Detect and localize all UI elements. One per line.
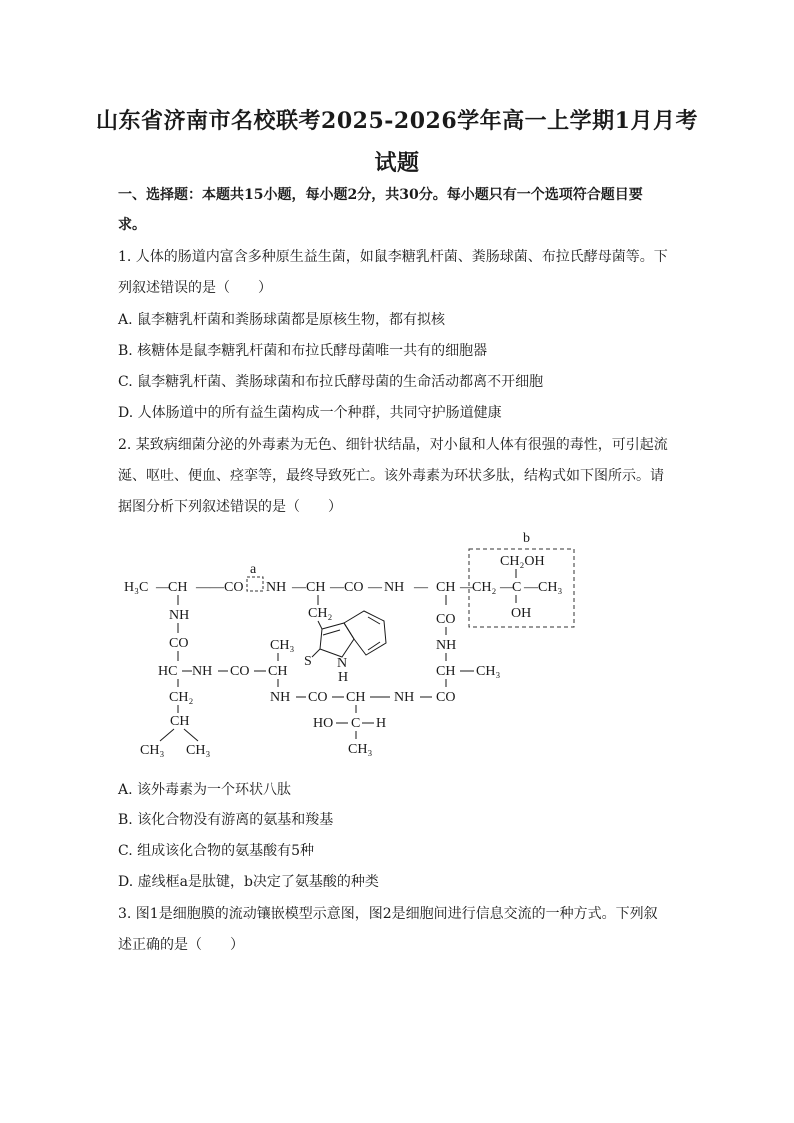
- ch2-left: CH₂: [169, 690, 194, 705]
- r2-ch: CH: [346, 690, 366, 705]
- r1-dash5: —: [368, 580, 382, 595]
- co-right: CO: [436, 612, 456, 627]
- q1-option-a: A. 鼠李糖乳杆菌和粪肠球菌都是原核生物，都有拟核: [118, 312, 446, 328]
- q2-option-d: D. 虚线框a是肽键，b决定了氨基酸的种类: [118, 874, 379, 890]
- b-oh: OH: [511, 606, 532, 621]
- q2-stem-line2: 涎、呕吐、便血、痉挛等，最终导致死亡。该外毒素为环状多肽，结构式如下图所示。请: [118, 468, 664, 484]
- ch-iso: CH: [170, 714, 190, 729]
- label-a: a: [250, 562, 257, 577]
- h-label: H: [338, 670, 349, 685]
- q2-option-a: A. 该外毒素为一个环状八肽: [118, 782, 292, 798]
- r1-dash1: —: [156, 580, 170, 595]
- hc-left: HC: [158, 664, 178, 679]
- dashed-box-a: [247, 577, 263, 591]
- nh-left: NH: [169, 608, 190, 623]
- document-title-line1: 山东省济南市名校联考2025-2026学年高一上学期1月月考: [96, 108, 698, 134]
- ho: HO: [313, 716, 334, 731]
- r1-dash9: —: [524, 580, 538, 595]
- n-label: N: [337, 656, 348, 671]
- q1-option-b: B. 核糖体是鼠李糖乳杆菌和布拉氏酵母菌唯一共有的细胞器: [118, 343, 488, 359]
- r1-nh1: NH: [266, 580, 287, 595]
- q1-option-c: C. 鼠李糖乳杆菌、粪肠球菌和布拉氏酵母菌的生命活动都离不开细胞: [118, 374, 544, 390]
- r1-c: C: [512, 580, 522, 595]
- document-title-line2: 试题: [374, 150, 420, 176]
- r1-ch2: CH: [306, 580, 326, 595]
- ch3-r: CH₃: [186, 743, 211, 758]
- q2-stem-line3: 据图分析下列叙述错误的是（ ）: [118, 499, 342, 515]
- nh-mid: NH: [192, 664, 213, 679]
- r1-co1: CO: [224, 580, 244, 595]
- r1-ch1: CH: [168, 580, 188, 595]
- r1-nh2: NH: [384, 580, 405, 595]
- q2-option-b: B. 该化合物没有游离的氨基和羧基: [118, 812, 334, 828]
- co-mid: CO: [230, 664, 250, 679]
- r1-ch3: CH: [436, 580, 456, 595]
- ch2-indole: CH₂: [308, 606, 333, 621]
- nh-right: NH: [436, 638, 457, 653]
- q2-stem-line1: 2. 某致病细菌分泌的外毒素为无色、细针状结晶，对小鼠和人体有很强的毒性，可引起流: [118, 437, 668, 453]
- ch-right: CH: [436, 664, 456, 679]
- ch3-right: CH₃: [476, 664, 501, 679]
- c-thr: C: [351, 716, 361, 731]
- h-thr: H: [376, 716, 387, 731]
- label-b: b: [523, 531, 530, 546]
- peptide-structure-diagram: [110, 525, 590, 765]
- r1-ch3b: CH₃: [538, 580, 563, 595]
- r1-dash6: —: [414, 580, 428, 595]
- q3-stem-line1: 3. 图1是细胞膜的流动镶嵌模型示意图，图2是细胞间进行信息交流的一种方式。下列叙: [118, 906, 658, 922]
- r1-h3c: H₃C: [124, 580, 149, 595]
- ch3-thr: CH₃: [348, 742, 373, 757]
- q1-option-d: D. 人体肠道中的所有益生菌构成一个种群，共同守护肠道健康: [118, 405, 502, 421]
- q2-option-c: C. 组成该化合物的氨基酸有5种: [118, 843, 315, 859]
- section-heading-line2: 求。: [118, 217, 146, 233]
- s-label: S: [304, 654, 312, 669]
- r1-co2: CO: [344, 580, 364, 595]
- ch3-l: CH₃: [140, 743, 165, 758]
- section-heading-line1: 一、选择题：本题共15小题，每小题2分，共30分。每小题只有一个选项符合题目要: [118, 187, 643, 203]
- r1-ch2b: CH₂: [472, 580, 497, 595]
- q1-stem-line2: 列叙述错误的是（ ）: [118, 280, 272, 296]
- r2-nh: NH: [270, 690, 291, 705]
- r2-co1: CO: [308, 690, 328, 705]
- r2-co2: CO: [436, 690, 456, 705]
- ch-mid: CH: [268, 664, 288, 679]
- co-left: CO: [169, 636, 189, 651]
- q1-stem-line1: 1. 人体的肠道内富含多种原生益生菌，如鼠李糖乳杆菌、粪肠球菌、布拉氏酵母菌等。下: [118, 249, 668, 265]
- r2-nh2: NH: [394, 690, 415, 705]
- r1-dash3: —: [292, 580, 306, 595]
- r1-dash7: —: [460, 580, 474, 595]
- ch3-top: CH₃: [270, 638, 295, 653]
- r1-dash2: ——: [196, 580, 224, 595]
- b-ch2oh: CH₂OH: [500, 554, 545, 569]
- q3-stem-line2: 述正确的是（ ）: [118, 937, 244, 953]
- r1-dash8: —: [500, 580, 514, 595]
- r1-dash4: —: [330, 580, 344, 595]
